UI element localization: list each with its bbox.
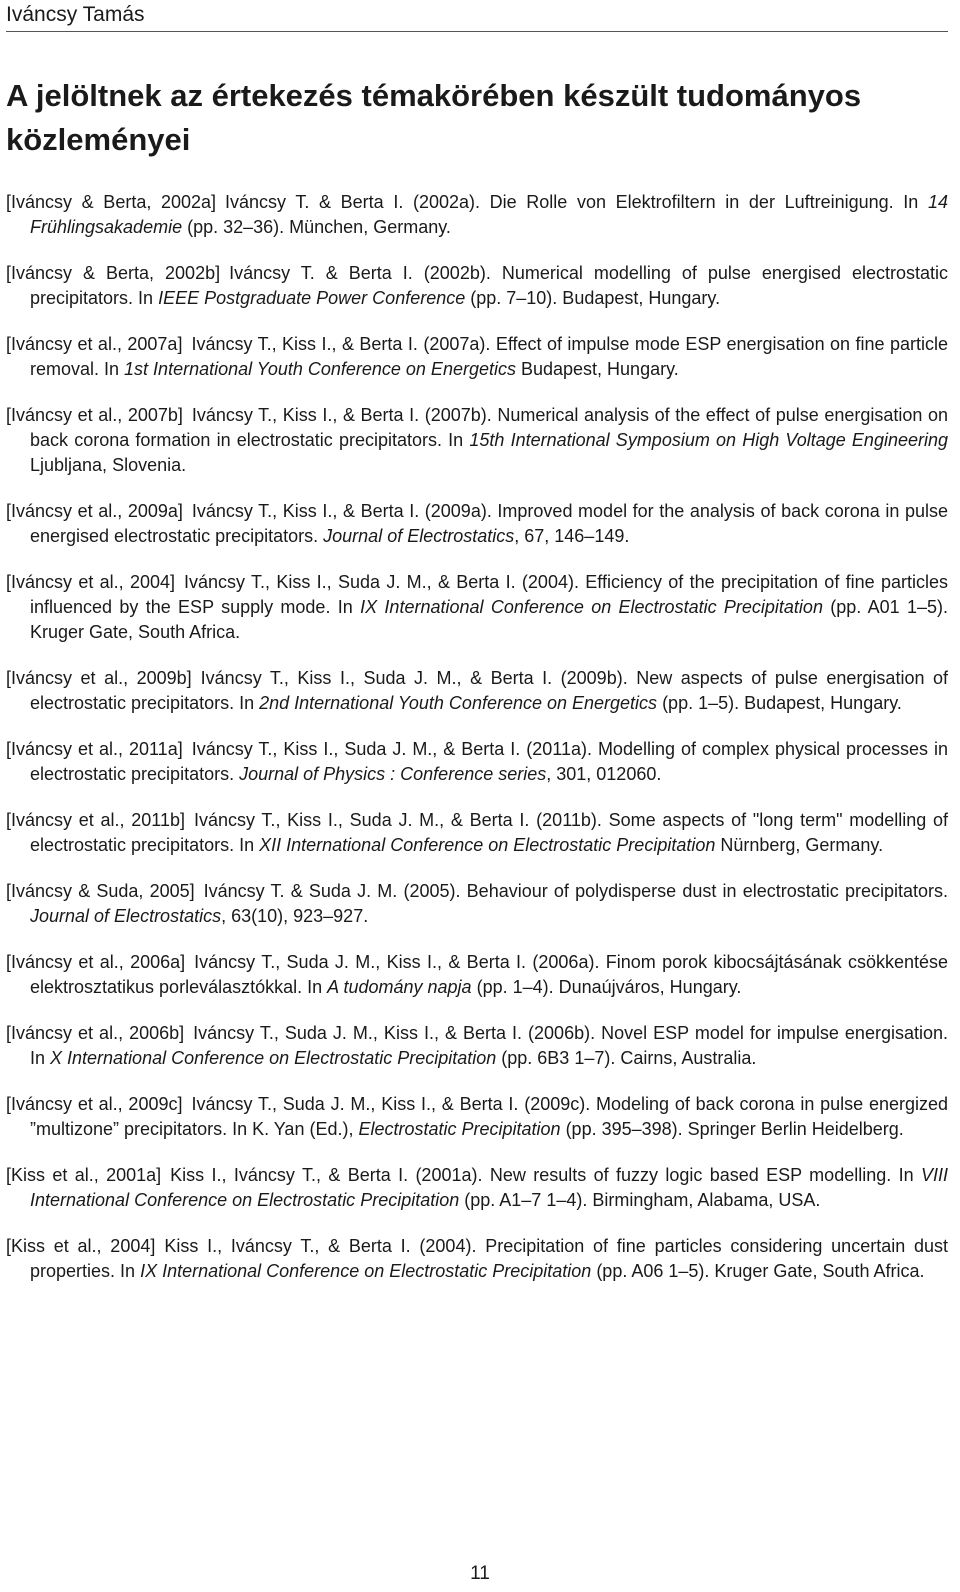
reference-details: , 301, 012060. bbox=[546, 764, 662, 784]
reference-details: (pp. 1–4). Dunaújváros, Hungary. bbox=[471, 977, 742, 997]
reference-venue: IX International Conference on Electrostatic Precipitation bbox=[140, 1261, 592, 1281]
reference-venue: VIII International Conference on Electrostatic Precipitation bbox=[30, 1165, 948, 1210]
reference-details: (pp. 32–36). München, Germany. bbox=[182, 217, 451, 237]
reference-text: Iváncsy T., Kiss I., Suda J. M., & Berta I. (2011a). Modelling of complex physical processes in electrostatic precipitators. bbox=[30, 739, 948, 784]
reference-entry bbox=[6, 808, 948, 858]
reference-text: Iváncsy T., Kiss I., & Berta I. (2007b). Numerical analysis of the effect of pulse energisation on back corona formation in electrostatic precipitators. In bbox=[30, 405, 948, 450]
reference-key: [Iváncsy et al., 2009a] bbox=[6, 501, 183, 521]
reference-text: Iváncsy T., Suda J. M., Kiss I., & Berta I. (2009c). Modeling of back corona in pulse energized ”multizone” precipitators. In K. Yan (Ed.), bbox=[30, 1094, 949, 1139]
reference-venue: X International Conference on Electrostatic Precipitation bbox=[50, 1048, 497, 1068]
reference-details: Nürnberg, Germany. bbox=[715, 835, 884, 855]
reference-text: Iváncsy T., Kiss I., & Berta I. (2007a). Effect of impulse mode ESP energisation on fine particle removal. In bbox=[30, 334, 948, 379]
reference-text: Iváncsy T., Kiss I., & Berta I. (2009a). Improved model for the analysis of back corona in pulse energised electrostatic precipitators. bbox=[30, 501, 948, 546]
reference-key: [Iváncsy & Berta, 2002a] bbox=[6, 192, 217, 212]
reference-text: Iváncsy T., Suda J. M., Kiss I., & Berta I. (2006b). Novel ESP model for impulse energisation. In bbox=[30, 1023, 948, 1068]
reference-text: Kiss I., Iváncsy T., & Berta I. (2004). Precipitation of fine particles considering uncertain dust properties. In bbox=[30, 1236, 948, 1281]
reference-entry bbox=[6, 1092, 948, 1142]
reference-details: Ljubljana, Slovenia. bbox=[30, 455, 187, 475]
reference-text: Iváncsy T., Kiss I., Suda J. M., & Berta I. (2011b). Some aspects of "long term" modelling of electrostatic precipitators. In bbox=[30, 810, 948, 855]
reference-details: Budapest, Hungary. bbox=[515, 359, 679, 379]
reference-key: [Kiss et al., 2001a] bbox=[6, 1165, 162, 1185]
reference-entry bbox=[6, 950, 948, 1000]
reference-entry bbox=[6, 499, 948, 549]
reference-details: (pp. 1–5). Budapest, Hungary. bbox=[657, 693, 902, 713]
reference-venue: IEEE Postgraduate Power Conference bbox=[158, 288, 466, 308]
reference-entry bbox=[6, 1163, 948, 1213]
reference-key: [Iváncsy et al., 2006b] bbox=[6, 1023, 185, 1043]
reference-details: , 63(10), 923–927. bbox=[221, 906, 369, 926]
reference-entry bbox=[6, 737, 948, 787]
reference-key: [Iváncsy et al., 2011b] bbox=[6, 810, 185, 830]
reference-text: Iváncsy T., Suda J. M., Kiss I., & Berta I. (2006a). Finom porok kibocsájtásának csökkentése elektrosztatikus porleválasztókkal. In bbox=[30, 952, 949, 997]
reference-key: [Iváncsy et al., 2007a] bbox=[6, 334, 183, 354]
reference-text: Kiss I., Iváncsy T., & Berta I. (2001a). New results of fuzzy logic based ESP modelling. In bbox=[170, 1165, 921, 1185]
reference-venue: Journal of Physics : Conference series bbox=[239, 764, 547, 784]
reference-venue: Journal of Electrostatics bbox=[30, 906, 222, 926]
reference-entry bbox=[6, 332, 948, 382]
reference-text: Iváncsy T., Kiss I., Suda J. M., & Berta I. (2004). Efficiency of the precipitation of fine particles influenced by the ESP supply mode. In bbox=[30, 572, 948, 617]
reference-details: (pp. 395–398). Springer Berlin Heidelberg. bbox=[560, 1119, 904, 1139]
reference-entry bbox=[6, 1234, 948, 1284]
reference-text: Iváncsy T. & Berta I. (2002a). Die Rolle von Elektrofiltern in der Luftreinigung. In bbox=[225, 192, 928, 212]
reference-text: Iváncsy T., Kiss I., Suda J. M., & Berta I. (2009b). New aspects of pulse energisation of electrostatic precipitators. In bbox=[30, 668, 948, 713]
reference-details: (pp. 6B3 1–7). Cairns, Australia. bbox=[496, 1048, 757, 1068]
reference-key: [Iváncsy et al., 2011a] bbox=[6, 739, 183, 759]
reference-venue: 14 Frühlingsakademie bbox=[30, 192, 948, 237]
reference-entry bbox=[6, 190, 948, 240]
page-number: 11 bbox=[470, 1563, 490, 1584]
section-title: A jelöltnek az értekezés témakörében készült tudományos közleményei bbox=[6, 78, 862, 157]
reference-venue: Electrostatic Precipitation bbox=[358, 1119, 561, 1139]
reference-entry bbox=[6, 570, 948, 645]
reference-text: Iváncsy T. & Berta I. (2002b). Numerical modelling of pulse energised electrostatic precipitators. In bbox=[30, 263, 948, 308]
reference-key: [Iváncsy & Suda, 2005] bbox=[6, 881, 195, 901]
reference-entry bbox=[6, 1021, 948, 1071]
reference-entry bbox=[6, 666, 948, 716]
reference-details: (pp. 7–10). Budapest, Hungary. bbox=[465, 288, 721, 308]
reference-key: [Iváncsy et al., 2004] bbox=[6, 572, 176, 592]
reference-entry bbox=[6, 261, 948, 311]
reference-key: [Iváncsy et al., 2007b] bbox=[6, 405, 183, 425]
reference-venue: IX International Conference on Electrostatic Precipitation bbox=[360, 597, 823, 617]
running-header: Iváncsy Tamás bbox=[6, 2, 948, 32]
reference-key: [Iváncsy et al., 2009b] bbox=[6, 668, 192, 688]
reference-venue: 1st International Youth Conference on Energetics bbox=[124, 359, 516, 379]
reference-venue: A tudomány napja bbox=[327, 977, 472, 997]
reference-key: [Iváncsy & Berta, 2002b] bbox=[6, 263, 221, 283]
reference-key: [Kiss et al., 2004] bbox=[6, 1236, 156, 1256]
reference-details: (pp. A01 1–5). Kruger Gate, South Africa. bbox=[30, 597, 948, 642]
reference-details: (pp. A06 1–5). Kruger Gate, South Africa. bbox=[591, 1261, 925, 1281]
reference-entry bbox=[6, 879, 948, 929]
reference-details: (pp. A1–7 1–4). Birmingham, Alabama, USA. bbox=[459, 1190, 821, 1210]
reference-venue: XII International Conference on Electrostatic Precipitation bbox=[259, 835, 716, 855]
reference-key: [Iváncsy et al., 2006a] bbox=[6, 952, 186, 972]
reference-venue: 2nd International Youth Conference on Energetics bbox=[259, 693, 658, 713]
bibliography-list bbox=[6, 190, 948, 1305]
reference-key: [Iváncsy et al., 2009c] bbox=[6, 1094, 183, 1114]
reference-venue: 15th International Symposium on High Voltage Engineering bbox=[469, 430, 949, 450]
reference-text: Iváncsy T. & Suda J. M. (2005). Behaviour of polydisperse dust in electrostatic precipitators. bbox=[203, 881, 948, 901]
reference-details: , 67, 146–149. bbox=[514, 526, 630, 546]
reference-entry bbox=[6, 403, 948, 478]
reference-venue: Journal of Electrostatics bbox=[323, 526, 515, 546]
